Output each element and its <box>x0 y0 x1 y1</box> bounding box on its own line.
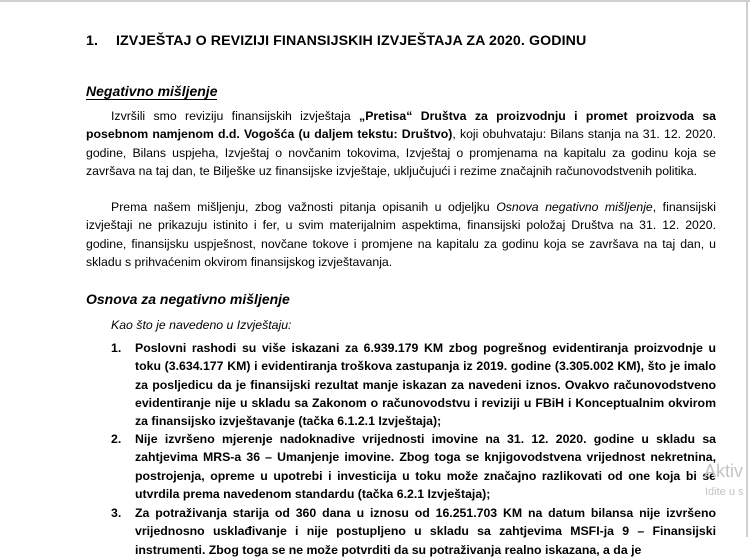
section-title-negative-opinion: Negativno mišljenje <box>86 83 218 99</box>
list-item-text: Za potraživanja starija od 360 dana u iznosu od 16.251.703 KM na datum bilansa nije izvršeno vrijednosno usklađivanje i nije postupljeno u skladu sa zahtjevima MSFI-ja 9 – Finansijski instrumenti. Zbog toga se ne može potvrditi da su potraživanja realno iskazana, a da je <box>135 506 716 557</box>
p1-company-name: „Pretisa“ Društva za proizvodnju i promet proizvoda sa posebnom namjenom d.d. Vogošća (u daljem tekstu: Društvo) <box>86 109 716 142</box>
list-item <box>111 339 716 430</box>
p2-text-a: Prema našem mišljenju, zbog važnosti pitanja opisanih u odjeljku <box>111 200 497 214</box>
list-item-number: 3. <box>111 506 122 520</box>
list-item <box>111 504 716 559</box>
basis-lead-text: Kao što je navedeno u Izvještaju: <box>111 318 292 332</box>
paragraph-opinion <box>86 198 716 271</box>
list-item-number: 2. <box>111 432 122 446</box>
list-item-text: Poslovni rashodi su više iskazani za 6.939.179 KM zbog pogrešnog evidentiranja proizvodnje u toku (3.634.177 KM) i evidentiranja troškova zastupanja iz 2019. godine (3.305.002 KM), što je imalo za posljedicu da je finansijski rezultat manje iskazan za navedeni iznos. Ovakvo računovodstveno evidentiranje nije u skladu sa Zakonom o računovodstvu i reviziji u FBiH i Konceptualnim okvirom za finansijsko izvještavanje (tačka 6.1.2.1 Izvještaja); <box>135 341 716 429</box>
list-item-text: Nije izvršeno mjerenje nadoknadive vrijednosti imovine na 31. 12. 2020. godine u skladu sa zahtjevima MRS-a 36 – Umanjenje imovine. Zbog toga se knjigovodstvena vrijednost nekretnina, postrojenja, opreme u upotrebi i investicija u toku može značajno razlikovati od one koja bi se utvrdila prema navedenom standardu (tačka 6.2.1 Izvještaja); <box>135 432 716 501</box>
p1-text-a: Izvršili smo reviziju finansijskih izvještaja <box>111 109 360 123</box>
document-heading <box>86 33 586 49</box>
list-item-number: 1. <box>111 341 122 355</box>
section-title-basis: Osnova za negativno mišljenje <box>86 291 290 307</box>
activation-watermark-title: Aktiv <box>704 461 744 481</box>
paragraph-audit-scope <box>86 107 716 180</box>
p2-italic-ref: Osnova negativno mišljenje <box>496 200 653 214</box>
list-item <box>111 430 716 503</box>
heading-number: 1. <box>86 33 99 49</box>
activation-watermark-subtitle: Idite u s <box>705 486 744 498</box>
p2-text-b: , finansijski izvještaji ne prikazuju istinito i fer, u svim materijalnim aspektima, finansijski položaj Društva na 31. 12. 2020. godine, finansijsku uspješnost, novčane tokove i promjene na kapitalu za godinu koja se završava na taj dan, u skladu s prihvaćenim okvirom finansijskog izvještavanja. <box>86 200 716 269</box>
p1-text-b: , koji obuhvataju: Bilans stanja na 31. 12. 2020. godine, Bilans uspjeha, Izvještaj o novčanim tokovima, Izvještaj o promjenama na kapitalu za godinu koja se završava na taj dan, te Bilješke uz finansijske izvještaje, uključujući i rezime značajnih računovodstvenih politika. <box>86 127 716 178</box>
heading-title: IZVJEŠTAJ O REVIZIJI FINANSIJSKIH IZVJEŠTAJA ZA 2020. GODINU <box>116 33 587 49</box>
